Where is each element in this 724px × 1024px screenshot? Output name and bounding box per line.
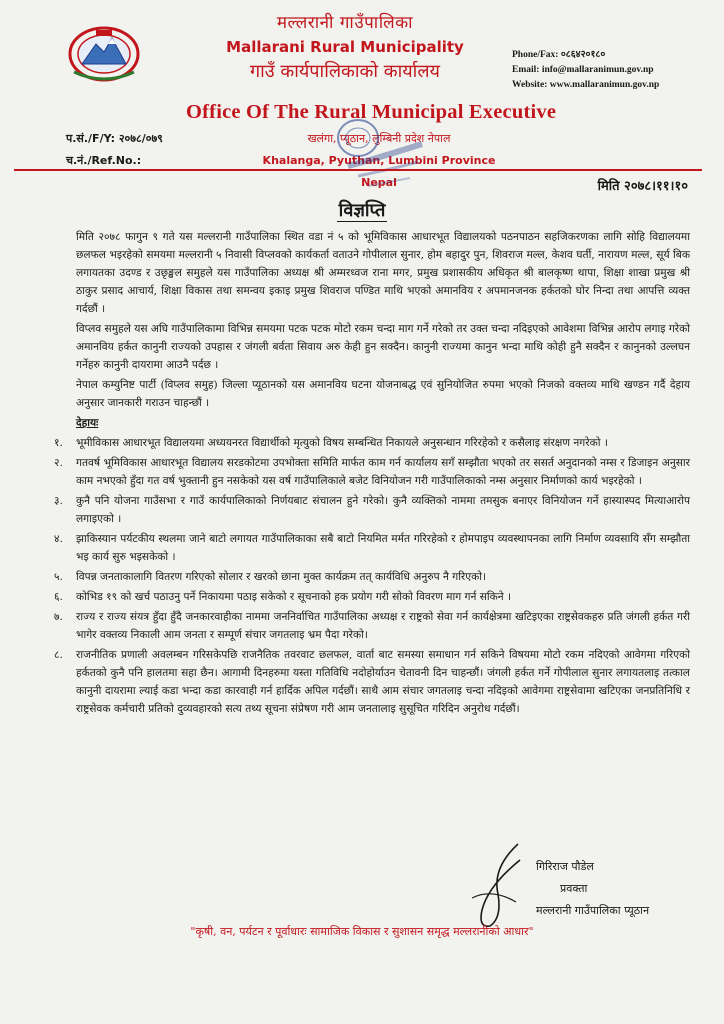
- paragraph: मिति २०७८ फागुन ९ गते यस मल्लरानी गाउँपालिका स्थित वडा नं ५ को भूमिविकास आधारभूत विद्यालयको पठनपाठन सहजिकरणका लागि सोहि विद्यालयमा छलफल भइरहेको समयमा मल्लरानी ५ निवासी विप्लवको कार्यकर्ता वताउने गोपीलाल सुनार, होम बहादुर पुन, शिवराज मल्ल, केशव घर्ती, नारायण मल्ल, सूर्य बिक लगायतका उदण्ड र उछृङ्खल समुहले यस गाउँपालिका अध्यक्ष श्री अम्मरध्वज राना मगर, प्रमुख प्रशासकीय अधिकृत श्री बालकृष्ण थापा, शिक्षा शाखा प्रमुख श्री ठाकुर प्रसाद आचार्य, शिक्षा विकास तथा समन्वय इकाइ प्रमुख शिवराज पण्डित माथि भएको अमानविय र अपमानजनक हर्कतको घोर निन्दा तथा आपत्ति व्यक्त गर्दछौं ।: [76, 231, 690, 315]
- list-item-text: गतवर्ष भूमिविकास आधारभूत विद्यालय सरडकोटमा उपभोक्ता समिति मार्फत काम गर्न कार्यालय सगँ सम्झौता भएको तर ससर्त अनुदानको नम्स र डिजाइन अनुसार काम नभएको हुँदा गत वर्ष भुक्तानी हुन नसकेको यस वर्ष गाउँपालिकाले बजेट विनियोजन गरी गाउँपालिकाको नम्स अनुसार निर्माणको कार्य भइरहेको ।: [76, 457, 690, 487]
- list-item-text: राजनीतिक प्रणाली अवलम्बन गरिसकेपछि राजनैतिक तवरवाट छलफल, वार्ता बाट समस्या समाधान गर्न सकिने विषयमा मोटो रकम नदिएको आवेगमा गरिएको हर्कतको कुनै पनि हालतमा सहा छैन। आगामी दिनहरुमा यस्ता गतिविधि नदोहोर्याउन चेतावनी दिन चाहन्छौं। जंगली हर्कत गर्ने गोपीलाल सुनार लगायतलाइ तत्काल कानुनी दायरामा ल्याई कडा भन्दा कडा कारवाही गर्न हार्दिक अपिल गर्दछौं। साथै आम संचार जगतलाइ चन्दा नदिइको आवेगमा राष्ट्रसेवामा खटिएका जनप्रतिनिधि र राष्ट्रसेवक कर्मचारी प्रतिको दुव्यवहारको सत्य तथ्य सूचना संप्रेषण गरी आम जनतालाइ सुसूचित गरिदिन अनुरोध गर्दछौं।: [76, 649, 690, 715]
- list-item: [54, 434, 690, 452]
- list-item: [54, 492, 690, 528]
- list-item-text: राज्य र राज्य संयत्र हुँदा हुँदै जनकारवाहीका नाममा जननिर्वाचित गाउँपालिका अध्यक्ष र राष्ट्रको सेवा गर्न कार्यक्षेत्रमा खटिइएका राष्ट्रसेवकहरु प्रति जंगली हर्कत गरी भागेर वक्तव्य निकाली आम जनता र सम्पूर्ण संचार जगतलाइ भ्रम पैदा गरेको।: [76, 611, 690, 641]
- municipality-name-devanagari: मल्लरानी गाउँपालिका: [276, 13, 414, 33]
- dehay-heading: देहायः: [76, 417, 99, 429]
- office-name-devanagari: गाउँ कार्यपालिकाको कार्यालय: [250, 61, 440, 82]
- paragraph: नेपाल कम्युनिष्ट पार्टी (विप्लव समुह) जिल्ला प्यूठानको यस अमानविय घटना योजनाबद्ध एवं सुनियोजित रुपमा भएको निजको वक्तव्य माथि खण्डन गर्दै देहाय अनुसार जानकारी गराउन चाहन्छौं ।: [76, 379, 690, 409]
- list-item-number: ८.: [54, 649, 63, 661]
- list-item: [54, 530, 690, 566]
- signatory-name: गिरिराज पौडेल: [536, 860, 594, 873]
- list-item-text: विपन्न जनताकालागि वितरण गरिएको सोलार र खरको छाना मुक्त कार्यक्रम तत् कार्यविधि अनुरुप नै गरिएको।: [76, 571, 487, 583]
- reference-block: [66, 128, 163, 172]
- municipality-emblem-icon: [66, 20, 142, 84]
- paragraph: विप्लव समुहले यस अघि गाउँपालिकामा विभिन्न समयमा पटक पटक मोटो रकम चन्दा माग गर्ने गरेको तर उक्त चन्दा नदिइएको आवेशमा विभिन्न आरोप लगाइ गरेको अमानविय हर्कत कानुनी राज्यको उपहास र जंगली बर्वता सिवाय अरु केही हुन सक्दैन। कानुनी राज्यमा कानुन भन्दा माथि कोही हुनै सक्दैन र कानुनको उल्लघन गर्नेहरु कानुनी दायरामा आउनै पर्दछ ।: [76, 323, 690, 371]
- list-item-number: ७.: [54, 611, 63, 623]
- signatory-organization: मल्लरानी गाउँपालिका प्यूठान: [536, 904, 650, 917]
- address-english: Khalanga, Pyuthan, Lumbini Province Nepal: [262, 154, 496, 189]
- list-item-number: ५.: [54, 571, 63, 583]
- website-address: Website: www.mallaranimun.gov.np: [512, 80, 660, 90]
- list-item-number: ६.: [54, 591, 63, 603]
- points-list: [54, 434, 690, 718]
- official-stamp-icon: [318, 114, 436, 194]
- notice-title: [0, 198, 724, 222]
- footer-slogan: "कृषी, वन, पर्यटन र पूर्वाधारः सामाजिक विकास र सुशासन समृद्ध मल्लरानीको आधार": [190, 925, 534, 938]
- email-address: Email: info@mallaranimun.gov.np: [512, 65, 654, 75]
- phone-fax: Phone/Fax: ०८६४२०१८०: [512, 50, 606, 60]
- handwritten-signature-icon: [462, 838, 532, 932]
- list-item-text: झाकिस्यान पर्यटकीय स्थलमा जाने बाटो लगायत गाउँपालिकाका सबै बाटो नियमित मर्मत गरिरहेको र होमपाइप व्यवस्थापनका लागि निर्माण व्यवसायि सँग सम्झौता भइ कार्य सुरु भइसकेको ।: [76, 533, 690, 563]
- list-item-text: भूमीविकास आधारभूत विद्यालयमा अध्ययनरत विद्यार्थीको मृत्युको विषय सम्बन्धित निकायले अनुसन्धान गरिरहेको र कसैलाइ संरक्षण नगरेको ।: [76, 437, 608, 449]
- signature-block: [536, 856, 649, 922]
- signatory-role: प्रवक्ता: [560, 882, 588, 895]
- notice-title-text: विज्ञप्ति: [338, 200, 386, 221]
- contact-block: [512, 48, 659, 93]
- office-name-english: Office Of The Rural Municipal Executive: [186, 101, 557, 123]
- notice-body: [54, 228, 690, 720]
- municipality-name-english: Mallarani Rural Municipality: [226, 38, 464, 56]
- list-item: [54, 608, 690, 644]
- list-item-text: कोभिड १९ को खर्च पठाउनु पर्ने निकायमा पठाइ सकेको र सूचनाको हक प्रयोग गरी सोको विवरण माग गर्न सकिने ।: [76, 591, 512, 603]
- list-item: [54, 454, 690, 490]
- list-item-number: ४.: [54, 533, 63, 545]
- reference-number: च.नं./Ref.No.:: [66, 154, 142, 167]
- list-item: [54, 588, 690, 606]
- list-item: [54, 568, 690, 586]
- list-item-number: २.: [54, 457, 63, 469]
- list-item-text: कुनै पनि योजना गाउँसभा र गाउँ कार्यपालिकाको निर्णयबाट संचालन हुने गरेको। कुनै व्यक्तिको नाममा तमसुक बनाएर विनियोजन गर्ने हास्यास्पद मित्याआरोप लगाइएको ।: [76, 495, 690, 525]
- list-item: [54, 646, 690, 718]
- fiscal-year-ref: प.सं./F/Y: २०७८/०७९: [66, 132, 163, 145]
- header-divider: [14, 169, 702, 171]
- letterhead-title-block: [150, 12, 540, 84]
- address-devanagari: खलंगा, प्यूठान, लुम्बिनी प्रदेश नेपाल: [307, 132, 451, 145]
- list-item-number: ३.: [54, 495, 63, 507]
- issue-date: मिति २०७८।११।१०: [597, 179, 688, 194]
- list-item-number: १.: [54, 437, 63, 449]
